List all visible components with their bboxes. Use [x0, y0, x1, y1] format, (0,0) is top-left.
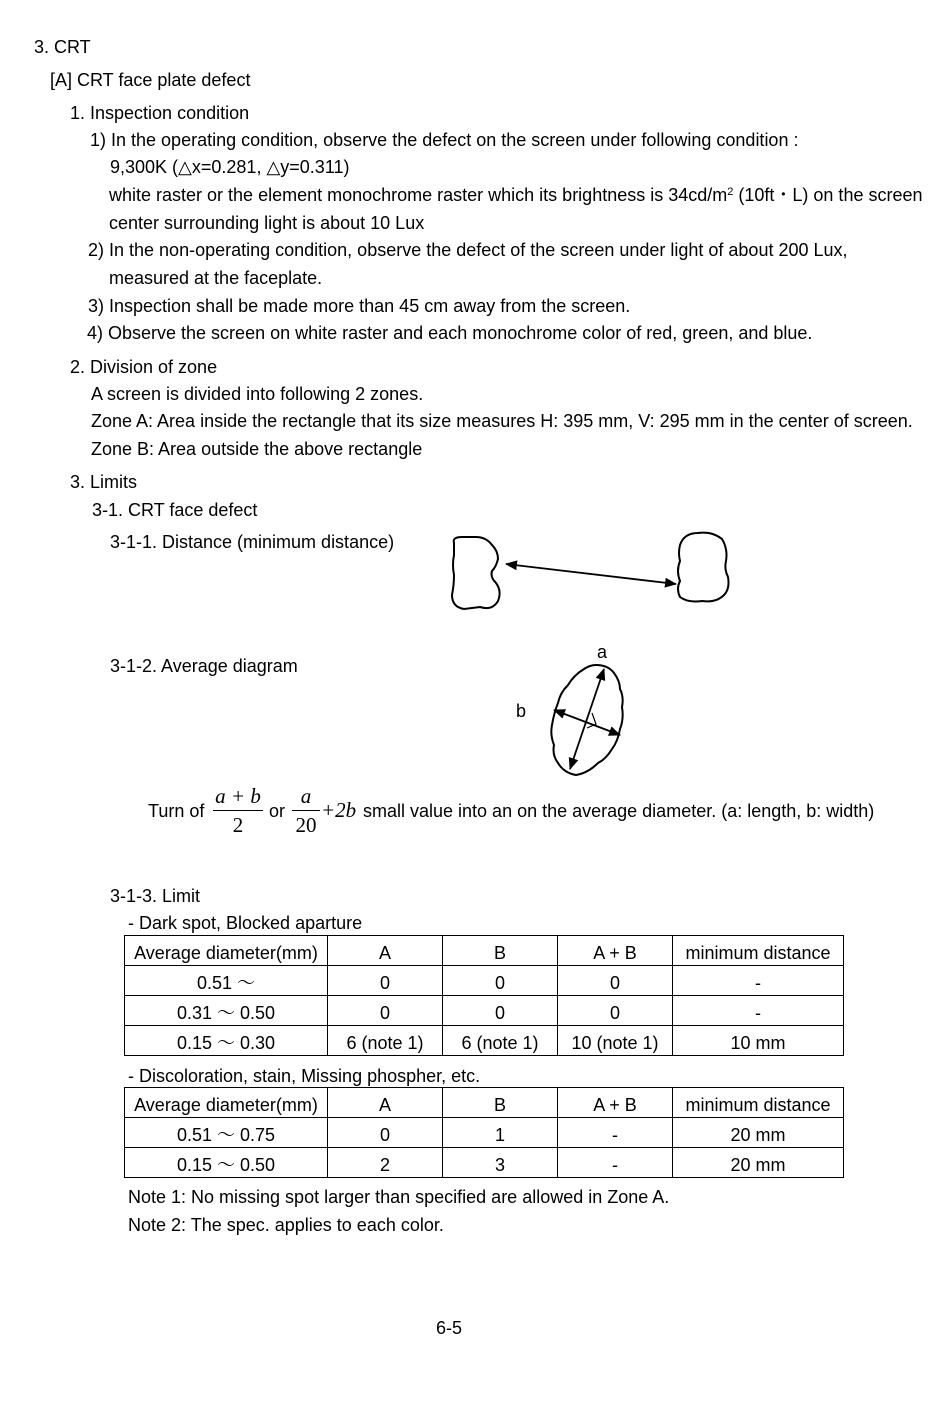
- inspection-item-1-light: center surrounding light is about 10 Lux: [109, 213, 425, 233]
- formula-fraction-1: [213, 784, 263, 837]
- discoloration-table: [124, 1087, 844, 1178]
- zone-b-text: Zone B: Area outside the above rectangle: [91, 439, 423, 459]
- inspection-item-2: 2) In the non-operating condition, observe the defect of the screen under light of about 200 Lux,: [88, 240, 848, 260]
- table-cell: 0: [443, 996, 558, 1026]
- distance-heading: 3-1-1. Distance (minimum distance): [110, 532, 395, 552]
- inspection-item-2-cont: measured at the faceplate.: [109, 268, 323, 288]
- header-minimum-distance: minimum distance: [673, 1088, 844, 1118]
- table-cell: 10 mm: [673, 1026, 844, 1056]
- header-zone-a-plus-b: A + B: [558, 1088, 673, 1118]
- table-1-title: - Dark spot, Blocked aparture: [128, 913, 363, 933]
- table-cell: 0: [328, 966, 443, 996]
- note-1: Note 1: No missing spot larger than specified are allowed in Zone A.: [128, 1187, 670, 1207]
- inspection-item-1-brightness: white raster or the element monochrome raster which its brightness is $34cd/m^2$ (10ft・L) on the screen: [109, 185, 923, 205]
- table-cell: 6 (note 1): [443, 1026, 558, 1056]
- table-header-row: [125, 1088, 844, 1118]
- table-cell: 0: [443, 966, 558, 996]
- subsection-title: [A] CRT face plate defect: [50, 70, 251, 90]
- header-average-diameter: Average diameter(mm): [125, 936, 328, 966]
- formula-prefix: Turn of: [148, 801, 205, 821]
- inspection-item-4: 4) Observe the screen on white raster and each monochrome color of red, green, and blue.: [87, 323, 813, 343]
- diagram-label-a: a: [597, 642, 608, 662]
- table-cell: 0: [558, 996, 673, 1026]
- fraction-1-denominator: 2: [232, 813, 244, 837]
- table-cell: 10 (note 1): [558, 1026, 673, 1056]
- formula-suffix: small value into an on the average diameter. (a: length, b: width): [363, 801, 875, 821]
- table-cell: 0.15 ～ 0.30: [125, 1026, 328, 1056]
- zones-intro: A screen is divided into following 2 zones.: [91, 384, 424, 404]
- table-cell: 0.51 ～ 0.75: [125, 1118, 328, 1148]
- zones-heading: 2. Division of zone: [70, 357, 218, 377]
- header-zone-a-plus-b: A + B: [558, 936, 673, 966]
- header-minimum-distance: minimum distance: [673, 936, 844, 966]
- table-header-row: [125, 936, 844, 966]
- inspection-heading: 1. Inspection condition: [70, 103, 250, 123]
- average-diagram: [540, 655, 640, 785]
- table-cell: -: [673, 966, 844, 996]
- length-arrow-a: [570, 669, 604, 769]
- formula-plus-term: +2b: [321, 798, 357, 822]
- table-cell: 0: [328, 996, 443, 1026]
- table-cell: 1: [443, 1118, 558, 1148]
- table-row: [125, 1118, 844, 1148]
- limit-heading: 3-1-3. Limit: [110, 886, 201, 906]
- table-cell: 20 mm: [673, 1148, 844, 1178]
- fraction-2-numerator: a: [300, 784, 312, 808]
- header-zone-b: B: [443, 936, 558, 966]
- table-cell: -: [558, 1118, 673, 1148]
- table-row: [125, 966, 844, 996]
- distance-diagram: [440, 525, 740, 620]
- distance-arrow: [506, 564, 676, 584]
- inspection-item-1-color-temp: 9,300K (△x=0.281, △y=0.311): [110, 157, 350, 177]
- header-average-diameter: Average diameter(mm): [125, 1088, 328, 1118]
- average-heading: 3-1-2. Average diagram: [110, 656, 298, 676]
- fraction-1-numerator: a + b: [215, 784, 261, 808]
- table-cell: 0: [328, 1118, 443, 1148]
- formula-or: or: [269, 801, 286, 821]
- header-zone-a: A: [328, 936, 443, 966]
- table-cell: 0.15 ～ 0.50: [125, 1148, 328, 1178]
- diagram-label-b: b: [516, 701, 527, 721]
- table-cell: -: [673, 996, 844, 1026]
- section-title: 3. CRT: [34, 37, 91, 57]
- limits-heading: 3. Limits: [70, 472, 138, 492]
- table-cell: 0: [558, 966, 673, 996]
- header-zone-a: A: [328, 1088, 443, 1118]
- table-cell: 6 (note 1): [328, 1026, 443, 1056]
- inspection-item-3: 3) Inspection shall be made more than 45 cm away from the screen.: [88, 296, 631, 316]
- table-cell: 20 mm: [673, 1118, 844, 1148]
- width-arrow-b: [554, 710, 620, 735]
- header-zone-b: B: [443, 1088, 558, 1118]
- table-cell: 2: [328, 1148, 443, 1178]
- table-row: [125, 1026, 844, 1056]
- inspection-item-1: 1) In the operating condition, observe the defect on the screen under following condition :: [90, 130, 799, 150]
- fraction-2-denominator: 20: [295, 813, 317, 837]
- dark-spot-table: [124, 935, 844, 1056]
- zone-a-text: Zone A: Area inside the rectangle that its size measures H: 395 mm, V: 295 mm in the center of screen.: [91, 411, 913, 431]
- formula-fraction-2: [292, 784, 320, 837]
- page-number: 6-5: [436, 1318, 463, 1338]
- table-cell: 3: [443, 1148, 558, 1178]
- defect-spot-right: [678, 533, 729, 602]
- table-row: [125, 996, 844, 1026]
- table-row: [125, 1148, 844, 1178]
- table-2-title: - Discoloration, stain, Missing phospher, etc.: [128, 1066, 481, 1086]
- defect-spot-left: [452, 537, 500, 609]
- table-cell: 0.31 ～ 0.50: [125, 996, 328, 1026]
- table-cell: 0.51 ～: [125, 966, 328, 996]
- note-2: Note 2: The spec. applies to each color.: [128, 1215, 444, 1235]
- crt-face-defect-heading: 3-1. CRT face defect: [92, 500, 258, 520]
- table-cell: -: [558, 1148, 673, 1178]
